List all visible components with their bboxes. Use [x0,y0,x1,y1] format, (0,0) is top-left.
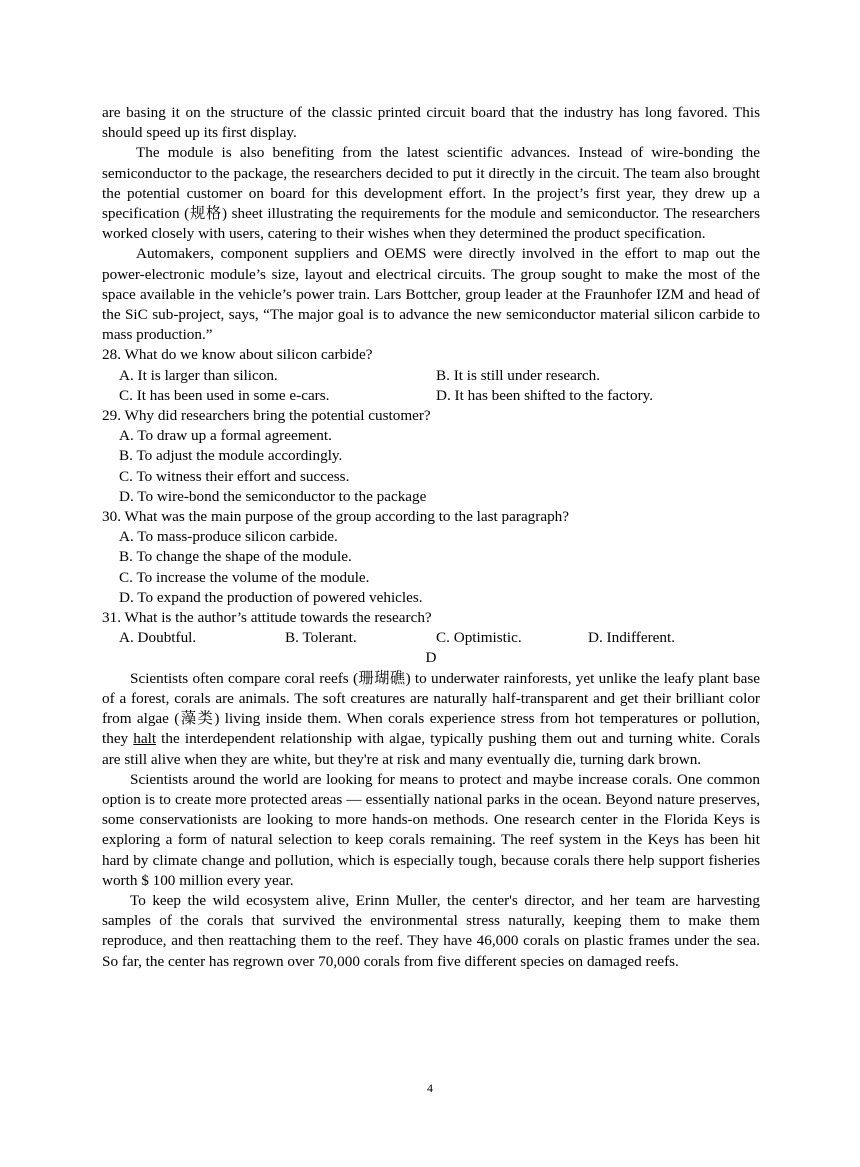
question-31-options-row [102,628,760,648]
document-page [102,103,760,972]
question-28-option-b: B. It is still under research. [436,366,601,384]
question-28 [102,345,760,406]
question-31 [102,608,760,648]
question-28-option-d: D. It has been shifted to the factory. [436,386,654,404]
question-31-option-a: A. Doubtful. [119,629,197,647]
question-29-option-a: A. To draw up a formal agreement. [119,427,332,445]
section-d-heading: D [425,649,437,667]
passage-d-paragraph-1 [102,669,760,770]
question-31-option-c: C. Optimistic. [436,629,522,647]
question-28-option-a: A. It is larger than silicon. [119,366,278,384]
passage-d-paragraph-3: To keep the wild ecosystem alive, Erinn Muller, the center's director, and her team are harvesting samples of the corals that survived the environmental stress naturally, keeping them to make them reproduce, and then reattaching them to the reef. They have 46,000 corals on plastic frames under the sea. So far, the center has regrown over 70,000 corals from five different species on damaged reefs. [102,891,760,970]
question-30-stem: 30. What was the main purpose of the group according to the last paragraph? [102,508,570,526]
passage-d-paragraph-1-start: Scientists often compare coral reefs (珊瑚礁) to underwater rainforests, yet unlike the leafy plant base of a forest, corals are animals. The soft creatures are naturally half-transparent and get their brilliant color from algae (藻类) living inside them. When corals experience stress from hot temperatures or pollution, they [102,669,760,748]
question-28-options-row-2 [102,386,760,406]
question-31-option-b: B. Tolerant. [285,629,357,647]
question-31-stem: 31. What is the author’s attitude towards the research? [102,609,432,627]
passage-d-paragraph-2: Scientists around the world are looking for means to protect and maybe increase corals. One common option is to create more protected areas — essentially national parks in the ocean. Beyond nature preserves, some conservationists are looking to more hands-on methods. One research center in the Florida Keys is exploring a form of natural selection to keep corals remaining. The reef system in the Keys has been hit hard by climate change and pollution, which is especially tough, because corals there help support fisheries worth $ 100 million every year. [102,770,760,889]
question-30-option-d: D. To expand the production of powered vehicles. [119,588,423,606]
question-29-option-d: D. To wire-bond the semiconductor to the package [119,487,427,505]
passage-c-paragraph-2: The module is also benefiting from the latest scientific advances. Instead of wire-bonding the semiconductor to the package, the researchers decided to put it directly in the circuit. The team also brought the potential customer on board for this development effort. In the project’s first year, they drew up a specification (规格) sheet illustrating the requirements for the module and semiconductor. The researchers worked closely with users, catering to their wishes when they determined the product specification. [102,144,760,243]
question-28-options-row-1 [102,366,760,386]
question-29 [102,406,760,507]
question-30-option-c: C. To increase the volume of the module. [119,568,370,586]
underlined-word-halt: halt [133,730,157,748]
passage-c-paragraph-1: are basing it on the structure of the classic printed circuit board that the industry has long favored. This should speed up its first display. [102,104,760,142]
page-number: 4 [427,1081,433,1095]
question-29-option-c: C. To witness their effort and success. [119,467,350,485]
question-30-option-b: B. To change the shape of the module. [119,548,352,566]
question-29-stem: 29. Why did researchers bring the potential customer? [102,407,431,425]
question-30-option-a: A. To mass-produce silicon carbide. [119,528,338,546]
passage-c-paragraph-3: Automakers, component suppliers and OEMS were directly involved in the effort to map out the power-electronic module’s size, layout and electrical circuits. The group sought to make the most of the space available in the vehicle’s power train. Lars Bottcher, group leader at the Fraunhofer IZM and head of the SiC sub-project, says, “The major goal is to advance the new semiconductor material silicon carbide to mass production.” [102,245,760,344]
question-29-option-b: B. To adjust the module accordingly. [119,447,343,465]
question-28-stem: 28. What do we know about silicon carbide? [102,346,373,364]
question-30 [102,507,760,608]
question-28-option-c: C. It has been used in some e-cars. [119,386,330,404]
question-31-option-d: D. Indifferent. [588,629,676,647]
passage-d-paragraph-1-end: the interdependent relationship with algae, typically pushing them out and turning white. Corals are still alive when they are white, but they're at risk and many eventually die, turning dark brown. [102,730,760,768]
